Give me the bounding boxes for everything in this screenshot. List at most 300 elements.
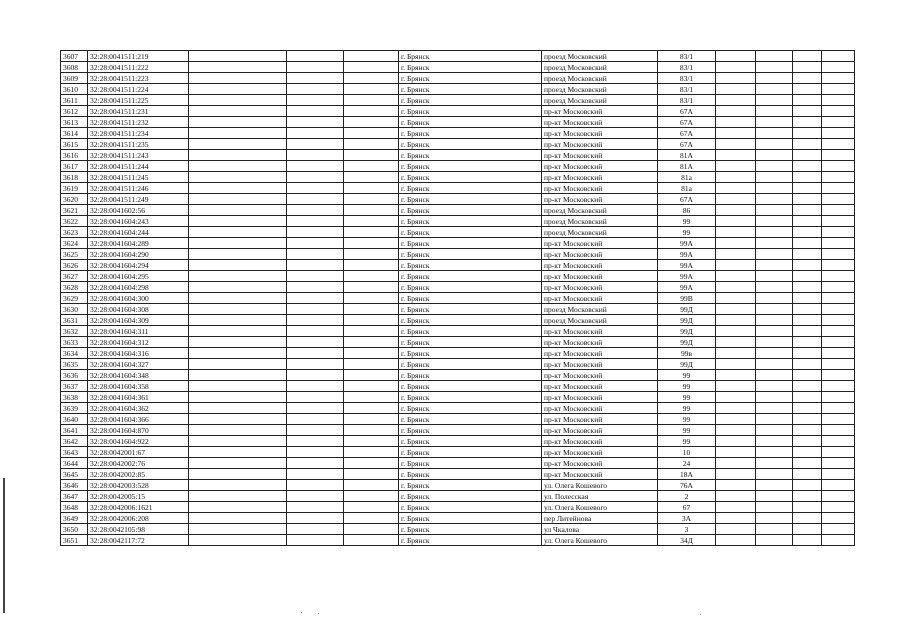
city: г. Брянск	[399, 260, 542, 271]
empty-cell	[716, 524, 756, 535]
street: пр-кт Московский	[542, 260, 658, 271]
cadastral-number: 32:28:0042001:67	[88, 447, 189, 458]
city: г. Брянск	[399, 304, 542, 315]
city: г. Брянск	[399, 216, 542, 227]
empty-cell	[716, 326, 756, 337]
cadastral-number: 32:28:0042117:72	[88, 535, 189, 546]
empty-cell	[716, 117, 756, 128]
empty-cell	[822, 458, 855, 469]
empty-cell	[793, 359, 822, 370]
empty-cell	[189, 117, 287, 128]
house-number: 67А	[658, 128, 716, 139]
row-number: 3634	[61, 348, 88, 359]
row-number: 3612	[61, 106, 88, 117]
empty-cell	[822, 293, 855, 304]
empty-cell	[756, 95, 793, 106]
house-number: 67А	[658, 117, 716, 128]
empty-cell	[822, 447, 855, 458]
empty-cell	[716, 414, 756, 425]
empty-cell	[822, 381, 855, 392]
empty-cell	[793, 304, 822, 315]
empty-cell	[716, 370, 756, 381]
row-number: 3626	[61, 260, 88, 271]
empty-cell	[756, 194, 793, 205]
empty-cell	[756, 293, 793, 304]
table-row	[61, 502, 855, 513]
table-row	[61, 238, 855, 249]
table-row	[61, 249, 855, 260]
row-number: 3645	[61, 469, 88, 480]
house-number: 81а	[658, 172, 716, 183]
empty-cell	[822, 524, 855, 535]
city: г. Брянск	[399, 117, 542, 128]
empty-cell	[189, 425, 287, 436]
empty-cell	[822, 370, 855, 381]
empty-cell	[287, 51, 344, 62]
empty-cell	[344, 392, 399, 403]
empty-cell	[716, 216, 756, 227]
empty-cell	[716, 359, 756, 370]
empty-cell	[756, 458, 793, 469]
street: пр-кт Московский	[542, 238, 658, 249]
empty-cell	[344, 535, 399, 546]
empty-cell	[189, 436, 287, 447]
house-number: 83/1	[658, 73, 716, 84]
cadastral-number: 32:28:0042105:98	[88, 524, 189, 535]
empty-cell	[716, 183, 756, 194]
cadastral-number: 32:28:0041604:295	[88, 271, 189, 282]
empty-cell	[344, 293, 399, 304]
empty-cell	[793, 381, 822, 392]
house-number: 83/1	[658, 62, 716, 73]
empty-cell	[189, 238, 287, 249]
empty-cell	[344, 194, 399, 205]
empty-cell	[793, 513, 822, 524]
table-row	[61, 348, 855, 359]
empty-cell	[793, 51, 822, 62]
empty-cell	[287, 326, 344, 337]
street: пр-кт Московский	[542, 117, 658, 128]
empty-cell	[344, 62, 399, 73]
row-number: 3644	[61, 458, 88, 469]
empty-cell	[822, 392, 855, 403]
empty-cell	[287, 447, 344, 458]
empty-cell	[189, 447, 287, 458]
city: г. Брянск	[399, 139, 542, 150]
empty-cell	[793, 249, 822, 260]
empty-cell	[189, 282, 287, 293]
empty-cell	[756, 304, 793, 315]
cadastral-number: 32:28:0041511:232	[88, 117, 189, 128]
cadastral-number: 32:28:0041604:289	[88, 238, 189, 249]
table-row	[61, 458, 855, 469]
street: пр-кт Московский	[542, 447, 658, 458]
empty-cell	[287, 172, 344, 183]
table-row	[61, 359, 855, 370]
empty-cell	[716, 139, 756, 150]
cadastral-number: 32:28:0041604:922	[88, 436, 189, 447]
street: пр-кт Московский	[542, 282, 658, 293]
house-number: 99	[658, 392, 716, 403]
empty-cell	[716, 128, 756, 139]
cadastral-number: 32:28:0042006:208	[88, 513, 189, 524]
cadastral-number: 32:28:0041604:300	[88, 293, 189, 304]
empty-cell	[793, 293, 822, 304]
empty-cell	[344, 436, 399, 447]
empty-cell	[189, 216, 287, 227]
street: ул. Олега Кошевого	[542, 480, 658, 491]
empty-cell	[793, 524, 822, 535]
empty-cell	[822, 62, 855, 73]
house-number: 99А	[658, 249, 716, 260]
empty-cell	[822, 436, 855, 447]
city: г. Брянск	[399, 62, 542, 73]
table-row	[61, 128, 855, 139]
empty-cell	[344, 480, 399, 491]
row-number: 3624	[61, 238, 88, 249]
table-row	[61, 150, 855, 161]
street: пр-кт Московский	[542, 161, 658, 172]
table-row	[61, 62, 855, 73]
empty-cell	[189, 513, 287, 524]
city: г. Брянск	[399, 480, 542, 491]
row-number: 3622	[61, 216, 88, 227]
row-number: 3648	[61, 502, 88, 513]
city: г. Брянск	[399, 447, 542, 458]
house-number: 99Д	[658, 315, 716, 326]
empty-cell	[793, 150, 822, 161]
empty-cell	[287, 139, 344, 150]
cadastral-number: 32:28:0041604:243	[88, 216, 189, 227]
street: пр-кт Московский	[542, 403, 658, 414]
empty-cell	[756, 172, 793, 183]
empty-cell	[756, 337, 793, 348]
empty-cell	[189, 249, 287, 260]
empty-cell	[822, 216, 855, 227]
house-number: 3А	[658, 513, 716, 524]
empty-cell	[756, 62, 793, 73]
city: г. Брянск	[399, 271, 542, 282]
empty-cell	[793, 425, 822, 436]
scan-speck	[301, 612, 302, 613]
empty-cell	[822, 73, 855, 84]
empty-cell	[793, 238, 822, 249]
empty-cell	[756, 359, 793, 370]
empty-cell	[756, 326, 793, 337]
empty-cell	[287, 381, 344, 392]
city: г. Брянск	[399, 535, 542, 546]
empty-cell	[189, 51, 287, 62]
city: г. Брянск	[399, 348, 542, 359]
cadastral-number: 32:28:0041604:327	[88, 359, 189, 370]
empty-cell	[793, 216, 822, 227]
row-number: 3618	[61, 172, 88, 183]
table-row	[61, 51, 855, 62]
city: г. Брянск	[399, 238, 542, 249]
house-number: 76А	[658, 480, 716, 491]
row-number: 3649	[61, 513, 88, 524]
empty-cell	[756, 260, 793, 271]
row-number: 3611	[61, 95, 88, 106]
empty-cell	[756, 480, 793, 491]
empty-cell	[756, 150, 793, 161]
house-number: 81А	[658, 150, 716, 161]
empty-cell	[822, 51, 855, 62]
row-number: 3635	[61, 359, 88, 370]
empty-cell	[189, 315, 287, 326]
row-number: 3613	[61, 117, 88, 128]
empty-cell	[287, 282, 344, 293]
table-row	[61, 524, 855, 535]
empty-cell	[189, 458, 287, 469]
empty-cell	[716, 315, 756, 326]
cadastral-number: 32:28:0041604:870	[88, 425, 189, 436]
empty-cell	[716, 227, 756, 238]
empty-cell	[756, 502, 793, 513]
empty-cell	[822, 469, 855, 480]
table-row	[61, 139, 855, 150]
row-number: 3623	[61, 227, 88, 238]
cadastral-number: 32:28:0041604:358	[88, 381, 189, 392]
table-row	[61, 304, 855, 315]
house-number: 99В	[658, 293, 716, 304]
house-number: 99	[658, 414, 716, 425]
empty-cell	[344, 491, 399, 502]
table-row	[61, 260, 855, 271]
street: проезд Московский	[542, 84, 658, 95]
table-row	[61, 392, 855, 403]
cadastral-number: 32:28:0041511:222	[88, 62, 189, 73]
city: г. Брянск	[399, 73, 542, 84]
empty-cell	[756, 403, 793, 414]
empty-cell	[344, 381, 399, 392]
empty-cell	[189, 480, 287, 491]
cadastral-number: 32:28:0041604:312	[88, 337, 189, 348]
street: пр-кт Московский	[542, 370, 658, 381]
empty-cell	[287, 425, 344, 436]
empty-cell	[716, 106, 756, 117]
empty-cell	[189, 106, 287, 117]
empty-cell	[344, 304, 399, 315]
row-number: 3640	[61, 414, 88, 425]
empty-cell	[344, 128, 399, 139]
city: г. Брянск	[399, 370, 542, 381]
empty-cell	[344, 227, 399, 238]
empty-cell	[716, 403, 756, 414]
empty-cell	[287, 117, 344, 128]
street: проезд Московский	[542, 315, 658, 326]
house-number: 67	[658, 502, 716, 513]
empty-cell	[287, 271, 344, 282]
empty-cell	[793, 392, 822, 403]
empty-cell	[287, 194, 344, 205]
cadastral-number: 32:28:0041604:362	[88, 403, 189, 414]
table-row	[61, 172, 855, 183]
house-number: 34Д	[658, 535, 716, 546]
empty-cell	[189, 293, 287, 304]
empty-cell	[793, 458, 822, 469]
empty-cell	[822, 359, 855, 370]
city: г. Брянск	[399, 128, 542, 139]
empty-cell	[822, 139, 855, 150]
table-row	[61, 117, 855, 128]
scan-edge-mark	[3, 478, 5, 613]
empty-cell	[756, 106, 793, 117]
empty-cell	[756, 183, 793, 194]
cadastral-number: 32:28:0041511:225	[88, 95, 189, 106]
empty-cell	[344, 73, 399, 84]
cadastral-number: 32:28:0041604:361	[88, 392, 189, 403]
empty-cell	[793, 117, 822, 128]
empty-cell	[189, 205, 287, 216]
empty-cell	[756, 84, 793, 95]
cadastral-number: 32:28:0041511:231	[88, 106, 189, 117]
city: г. Брянск	[399, 95, 542, 106]
house-number: 99А	[658, 238, 716, 249]
row-number: 3619	[61, 183, 88, 194]
empty-cell	[287, 183, 344, 194]
empty-cell	[793, 95, 822, 106]
house-number: 99	[658, 216, 716, 227]
empty-cell	[716, 51, 756, 62]
empty-cell	[287, 502, 344, 513]
table-row	[61, 194, 855, 205]
table-row	[61, 469, 855, 480]
house-number: 81а	[658, 183, 716, 194]
empty-cell	[756, 249, 793, 260]
scan-speck	[318, 613, 319, 614]
house-number: 67А	[658, 106, 716, 117]
empty-cell	[716, 381, 756, 392]
empty-cell	[822, 95, 855, 106]
empty-cell	[822, 117, 855, 128]
cadastral-number: 32:28:0041511:234	[88, 128, 189, 139]
city: г. Брянск	[399, 425, 542, 436]
empty-cell	[716, 447, 756, 458]
empty-cell	[822, 260, 855, 271]
street: пр-кт Московский	[542, 293, 658, 304]
street: пр-кт Московский	[542, 425, 658, 436]
empty-cell	[756, 139, 793, 150]
table-row	[61, 425, 855, 436]
empty-cell	[189, 183, 287, 194]
row-number: 3627	[61, 271, 88, 282]
empty-cell	[344, 469, 399, 480]
house-number: 99в	[658, 348, 716, 359]
street: ул. Олега Кошевого	[542, 502, 658, 513]
empty-cell	[756, 436, 793, 447]
street: пр-кт Московский	[542, 183, 658, 194]
table-row	[61, 183, 855, 194]
street: ул. Олега Кошевого	[542, 535, 658, 546]
empty-cell	[716, 62, 756, 73]
empty-cell	[756, 227, 793, 238]
empty-cell	[287, 524, 344, 535]
city: г. Брянск	[399, 524, 542, 535]
table-row	[61, 370, 855, 381]
street: проезд Московский	[542, 62, 658, 73]
empty-cell	[793, 260, 822, 271]
empty-cell	[716, 238, 756, 249]
empty-cell	[756, 392, 793, 403]
empty-cell	[189, 260, 287, 271]
empty-cell	[793, 469, 822, 480]
row-number: 3646	[61, 480, 88, 491]
empty-cell	[189, 194, 287, 205]
empty-cell	[344, 172, 399, 183]
empty-cell	[344, 414, 399, 425]
empty-cell	[756, 513, 793, 524]
row-number: 3614	[61, 128, 88, 139]
cadastral-number: 32:28:0042005:15	[88, 491, 189, 502]
empty-cell	[756, 117, 793, 128]
empty-cell	[756, 348, 793, 359]
street: ул Чкалова	[542, 524, 658, 535]
city: г. Брянск	[399, 359, 542, 370]
house-number: 24	[658, 458, 716, 469]
cadastral-number: 32:28:0041511:219	[88, 51, 189, 62]
empty-cell	[189, 227, 287, 238]
empty-cell	[344, 161, 399, 172]
empty-cell	[344, 348, 399, 359]
house-number: 99Д	[658, 304, 716, 315]
empty-cell	[793, 326, 822, 337]
empty-cell	[822, 502, 855, 513]
empty-cell	[756, 51, 793, 62]
row-number: 3643	[61, 447, 88, 458]
city: г. Брянск	[399, 513, 542, 524]
house-number: 67А	[658, 194, 716, 205]
row-number: 3620	[61, 194, 88, 205]
empty-cell	[822, 161, 855, 172]
empty-cell	[287, 337, 344, 348]
empty-cell	[189, 370, 287, 381]
empty-cell	[287, 458, 344, 469]
empty-cell	[793, 480, 822, 491]
empty-cell	[189, 326, 287, 337]
empty-cell	[344, 458, 399, 469]
house-number: 83/1	[658, 95, 716, 106]
row-number: 3633	[61, 337, 88, 348]
empty-cell	[716, 282, 756, 293]
empty-cell	[716, 249, 756, 260]
city: г. Брянск	[399, 414, 542, 425]
empty-cell	[189, 502, 287, 513]
house-number: 99Д	[658, 337, 716, 348]
row-number: 3631	[61, 315, 88, 326]
street: проезд Московский	[542, 51, 658, 62]
table-row	[61, 73, 855, 84]
empty-cell	[822, 128, 855, 139]
empty-cell	[716, 337, 756, 348]
empty-cell	[756, 447, 793, 458]
empty-cell	[344, 425, 399, 436]
row-number: 3638	[61, 392, 88, 403]
empty-cell	[344, 260, 399, 271]
empty-cell	[287, 370, 344, 381]
empty-cell	[793, 84, 822, 95]
table-row	[61, 161, 855, 172]
city: г. Брянск	[399, 282, 542, 293]
empty-cell	[287, 161, 344, 172]
cadastral-number: 32:28:0041604:311	[88, 326, 189, 337]
row-number: 3617	[61, 161, 88, 172]
row-number: 3608	[61, 62, 88, 73]
house-number: 67А	[658, 139, 716, 150]
cadastral-number: 32:28:0041604:316	[88, 348, 189, 359]
empty-cell	[822, 84, 855, 95]
row-number: 3642	[61, 436, 88, 447]
